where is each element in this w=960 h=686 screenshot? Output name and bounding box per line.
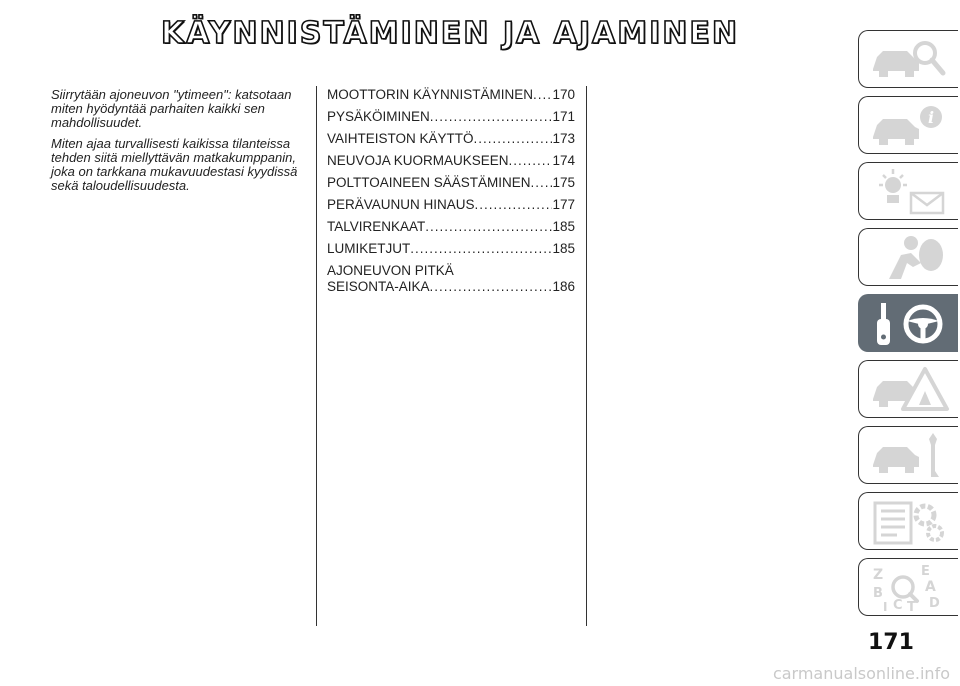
toc-page: 177 (552, 197, 575, 212)
index-letter: A (925, 579, 936, 595)
index-letter: B (873, 586, 883, 601)
toc-label: LUMIKETJUT (327, 241, 411, 256)
index-letter: E (921, 564, 930, 579)
page-title: KÄYNNISTÄMINEN JA AJAMINEN (161, 16, 739, 51)
toc-label: VAIHTEISTON KÄYTTÖ (327, 131, 474, 146)
toc-page: 186 (552, 279, 575, 294)
toc-entry-engine-start[interactable] (327, 87, 575, 103)
alphabetical-index-icon (867, 563, 953, 613)
toc-label: MOOTTORIN KÄYNNISTÄMINEN (327, 87, 534, 102)
toc-page: 175 (552, 175, 575, 190)
toc-entry-winter-tyres[interactable] (327, 219, 575, 235)
toc-page: 173 (552, 131, 575, 146)
car-breakdown-warning-icon (867, 365, 953, 415)
toc-entry-fuel-saving[interactable] (327, 175, 575, 191)
key-steering-wheel-icon (867, 299, 953, 349)
index-letter: Z (873, 567, 884, 583)
airbag-safety-icon (867, 233, 953, 283)
toc-entry-snow-chains[interactable] (327, 241, 575, 257)
toc-page: 174 (552, 153, 575, 168)
index-letter: C (893, 598, 903, 613)
intro-paragraph: Siirrytään ajoneuvon "ytimeen": katsotaan miten hyödyntää parhaiten kaikki sen mahdollisuudet. (51, 87, 292, 130)
toc-page: 185 (552, 219, 575, 234)
toc-entry-parking[interactable] (327, 109, 575, 125)
column-divider (316, 86, 317, 626)
toc-label: AJONEUVON PITKÄ (327, 263, 454, 278)
toc-label: PERÄVAUNUN HINAUS (327, 197, 475, 212)
toc-label: TALVIRENKAAT (327, 219, 426, 234)
tab-starting-and-driving[interactable] (858, 294, 958, 352)
column-divider (586, 86, 587, 626)
toc-entry-loading[interactable] (327, 153, 575, 169)
index-letter: T (907, 600, 916, 613)
warning-light-message-icon (867, 167, 953, 217)
technical-data-icon (867, 497, 953, 547)
index-letter: D (929, 596, 940, 611)
car-info-icon (867, 101, 953, 151)
tab-car-search[interactable] (858, 30, 958, 88)
chapter-tabs (858, 30, 960, 624)
index-letter: I (883, 600, 888, 613)
watermark: carmanualsonline.info (772, 664, 950, 683)
toc-entry-gearbox[interactable] (327, 131, 575, 147)
tab-maintenance[interactable] (858, 426, 958, 484)
toc-label: SEISONTA-AIKA (327, 279, 430, 294)
toc-page: 170 (552, 87, 575, 102)
intro-paragraph: Miten ajaa turvallisesti kaikissa tilanteissa tehden siitä miellyttävän matkakumppanin, joka on tarkkana mukavuudestasi kyydissä sekä taloudellisuudesta. (51, 136, 298, 193)
toc-page: 185 (552, 241, 575, 256)
toc-label: NEUVOJA KUORMAUKSEEN (327, 153, 509, 168)
tab-car-info[interactable] (858, 96, 958, 154)
tab-index[interactable] (858, 558, 958, 616)
toc-page: 171 (552, 109, 575, 124)
tab-safety[interactable] (858, 228, 958, 286)
toc-label: PYSÄKÖIMINEN (327, 109, 430, 124)
toc-entry-trailer-towing[interactable] (327, 197, 575, 213)
intro-text (51, 88, 301, 200)
car-search-icon (867, 35, 953, 85)
toc-label: POLTTOAINEEN SÄÄSTÄMINEN (327, 175, 531, 190)
page-number: 171 (868, 630, 914, 655)
tab-emergency[interactable] (858, 360, 958, 418)
tab-warning-lights[interactable] (858, 162, 958, 220)
table-of-contents (327, 87, 575, 301)
toc-entry-long-inactivity[interactable] (327, 263, 575, 295)
svg-text:i: i (927, 108, 935, 127)
car-maintenance-icon (867, 431, 953, 481)
tab-technical-data[interactable] (858, 492, 958, 550)
